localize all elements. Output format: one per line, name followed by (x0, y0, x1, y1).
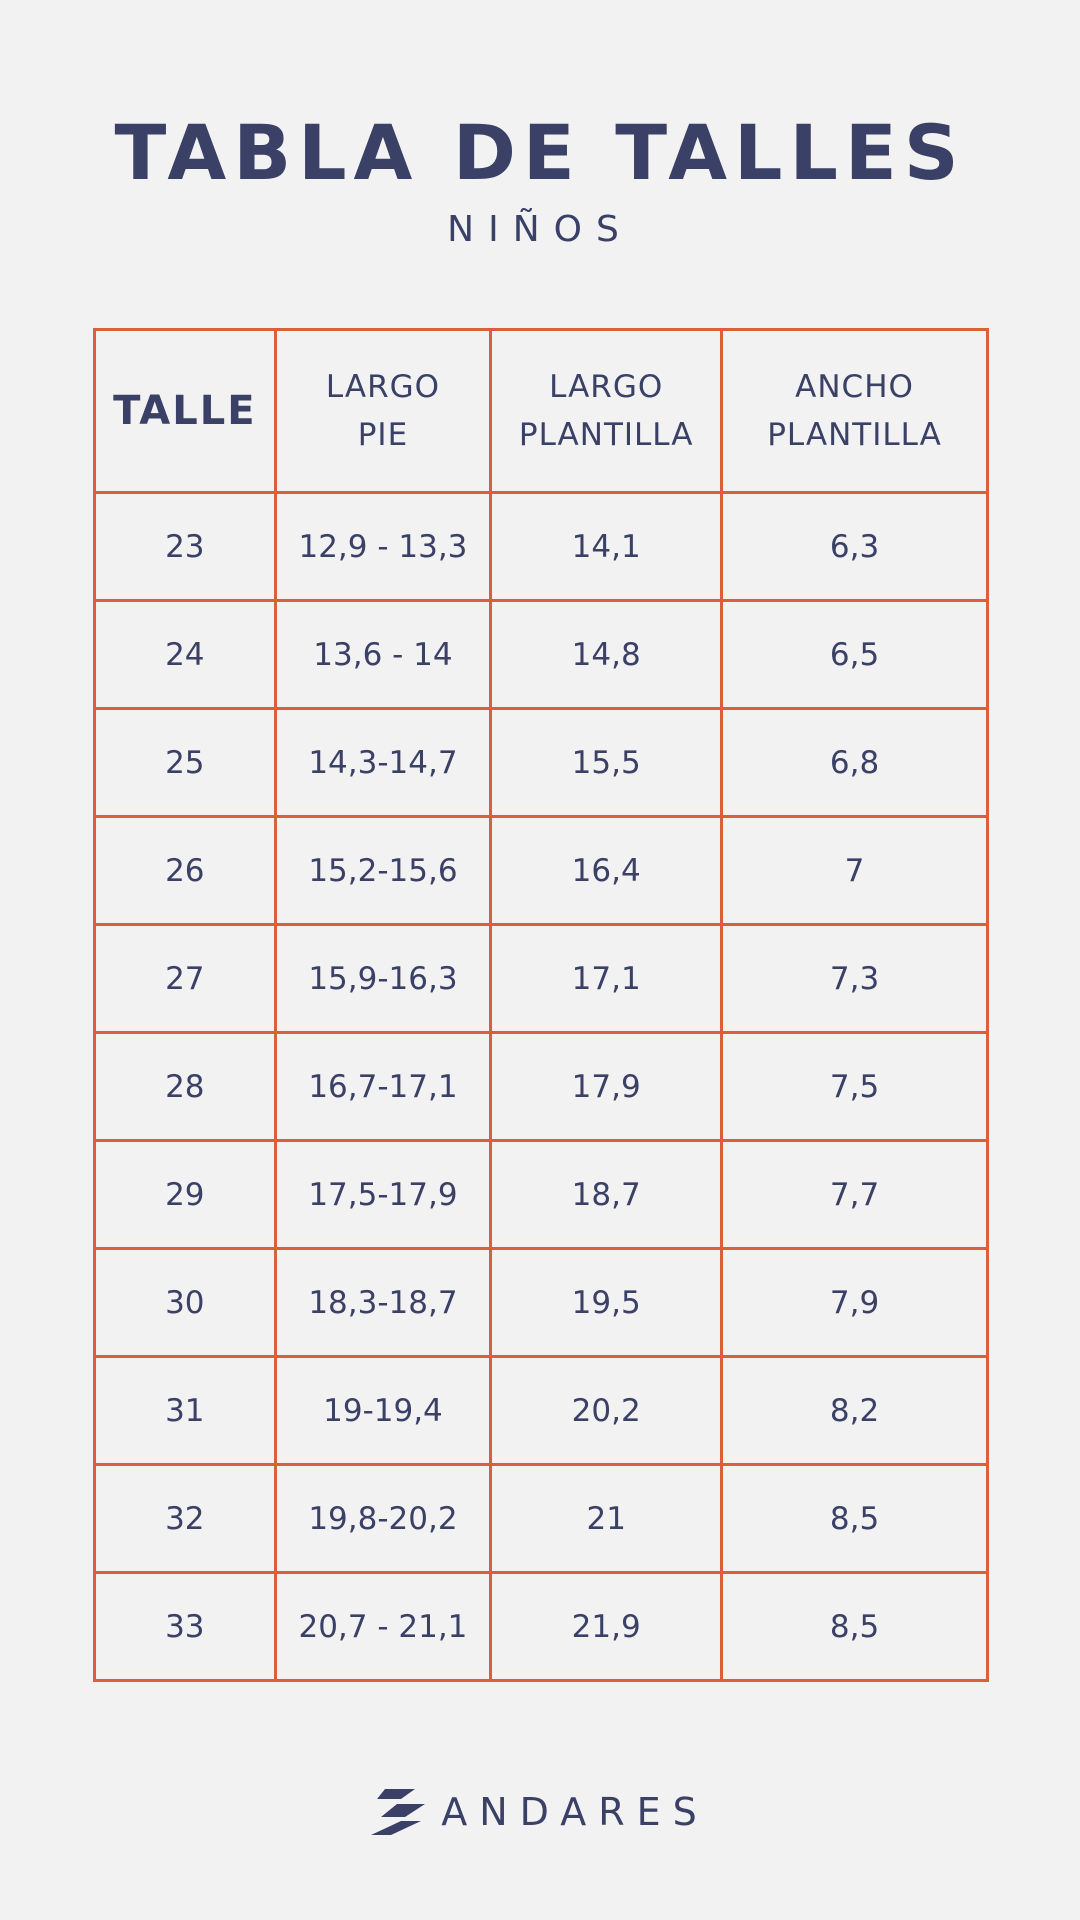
table-body (95, 493, 988, 1681)
table-row (95, 601, 988, 709)
cell-talle: 31 (95, 1357, 276, 1465)
cell-ancho-plantilla: 6,8 (722, 709, 988, 817)
cell-largo-pie: 13,6 - 14 (275, 601, 491, 709)
cell-largo-plantilla: 17,1 (491, 925, 722, 1033)
cell-talle: 25 (95, 709, 276, 817)
cell-talle: 24 (95, 601, 276, 709)
brand-name: ANDARES (441, 1790, 709, 1834)
size-table (93, 328, 989, 1682)
cell-ancho-plantilla: 7,7 (722, 1141, 988, 1249)
brand-footer (0, 1782, 1080, 1842)
cell-largo-plantilla: 18,7 (491, 1141, 722, 1249)
cell-ancho-plantilla: 7 (722, 817, 988, 925)
cell-largo-plantilla: 14,1 (491, 493, 722, 601)
table-row (95, 1249, 988, 1357)
cell-largo-plantilla: 16,4 (491, 817, 722, 925)
cell-largo-pie: 19,8-20,2 (275, 1465, 491, 1573)
cell-largo-pie: 15,9-16,3 (275, 925, 491, 1033)
cell-largo-plantilla: 17,9 (491, 1033, 722, 1141)
cell-largo-plantilla: 15,5 (491, 709, 722, 817)
page-title: TABLA DE TALLES (114, 108, 966, 197)
cell-largo-pie: 16,7-17,1 (275, 1033, 491, 1141)
cell-talle: 32 (95, 1465, 276, 1573)
cell-ancho-plantilla: 6,5 (722, 601, 988, 709)
cell-largo-pie: 14,3-14,7 (275, 709, 491, 817)
cell-ancho-plantilla: 7,3 (722, 925, 988, 1033)
cell-largo-plantilla: 21,9 (491, 1573, 722, 1681)
cell-ancho-plantilla: 8,5 (722, 1573, 988, 1681)
table-row (95, 1573, 988, 1681)
cell-ancho-plantilla: 6,3 (722, 493, 988, 601)
cell-largo-pie: 18,3-18,7 (275, 1249, 491, 1357)
cell-talle: 27 (95, 925, 276, 1033)
cell-talle: 29 (95, 1141, 276, 1249)
cell-talle: 23 (95, 493, 276, 601)
cell-largo-plantilla: 19,5 (491, 1249, 722, 1357)
header-talle: TALLE (95, 330, 276, 493)
cell-ancho-plantilla: 7,9 (722, 1249, 988, 1357)
cell-talle: 26 (95, 817, 276, 925)
table-row (95, 1141, 988, 1249)
cell-talle: 28 (95, 1033, 276, 1141)
cell-largo-pie: 20,7 - 21,1 (275, 1573, 491, 1681)
table-row (95, 1033, 988, 1141)
cell-largo-plantilla: 20,2 (491, 1357, 722, 1465)
cell-largo-pie: 19-19,4 (275, 1357, 491, 1465)
table-row (95, 493, 988, 601)
header-largo-plantilla: LARGO PLANTILLA (491, 330, 722, 493)
table-row (95, 925, 988, 1033)
cell-ancho-plantilla: 8,2 (722, 1357, 988, 1465)
header-ancho-plantilla: ANCHO PLANTILLA (722, 330, 988, 493)
cell-largo-pie: 15,2-15,6 (275, 817, 491, 925)
cell-largo-plantilla: 21 (491, 1465, 722, 1573)
cell-talle: 33 (95, 1573, 276, 1681)
table-row (95, 817, 988, 925)
table-row (95, 1357, 988, 1465)
cell-largo-plantilla: 14,8 (491, 601, 722, 709)
cell-largo-pie: 17,5-17,9 (275, 1141, 491, 1249)
cell-largo-pie: 12,9 - 13,3 (275, 493, 491, 601)
cell-ancho-plantilla: 8,5 (722, 1465, 988, 1573)
header-largo-pie: LARGO PIE (275, 330, 491, 493)
table-row (95, 1465, 988, 1573)
cell-talle: 30 (95, 1249, 276, 1357)
page-subtitle: NIÑOS (447, 209, 633, 250)
table-header-row (95, 330, 988, 493)
table-row (95, 709, 988, 817)
cell-ancho-plantilla: 7,5 (722, 1033, 988, 1141)
andares-logo-icon (371, 1787, 427, 1837)
